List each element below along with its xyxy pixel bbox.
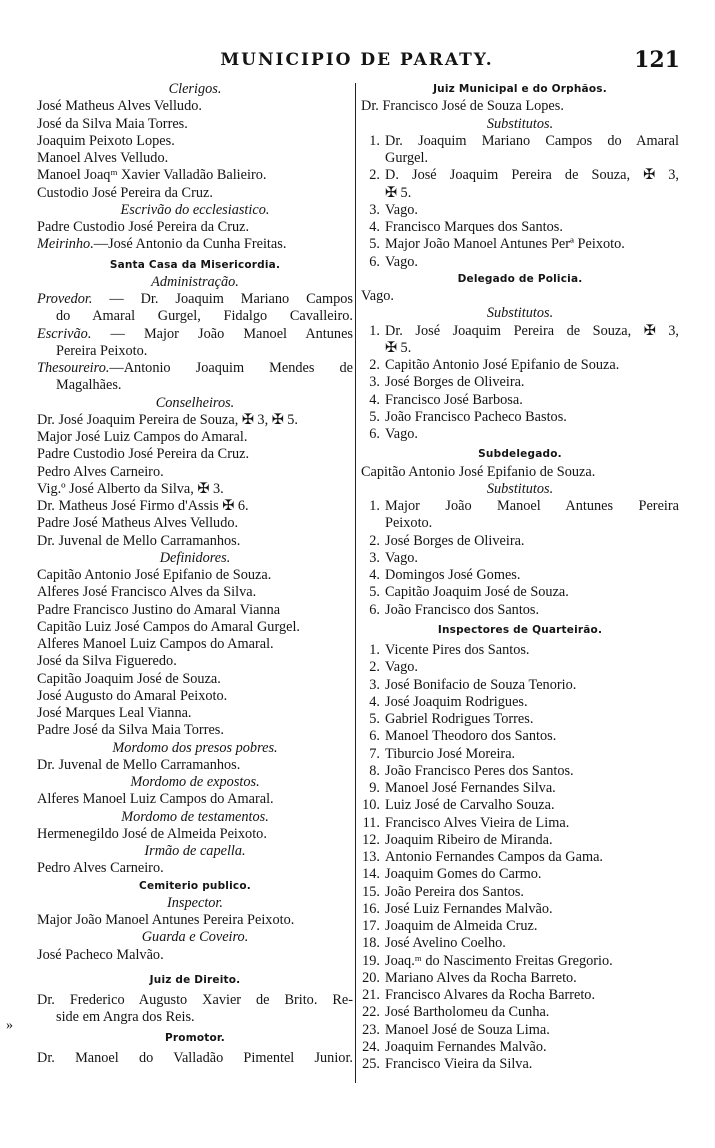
list-item: [361, 202, 679, 219]
role-label: Provedor.: [37, 291, 93, 307]
list-item: Capitão Luiz José Campos do Amaral Gurgel.: [37, 618, 300, 635]
entry-line: Vago.: [361, 288, 394, 304]
list-item: [361, 167, 679, 184]
list-item: [361, 254, 679, 271]
column-divider: [355, 83, 356, 1083]
item-number: 1.: [369, 322, 380, 339]
item-text: Manoel José Fernandes Silva.: [385, 780, 556, 796]
item-text: João Francisco dos Santos.: [385, 601, 540, 618]
item-number: 3.: [369, 676, 380, 693]
entry-line: Hermenegildo José de Almeida Peixoto.: [37, 825, 267, 842]
entry-line: José Pacheco Malvão.: [37, 946, 164, 963]
item-text: Vago.: [385, 659, 418, 676]
substitutos-list: [361, 133, 679, 271]
entry-line: [37, 236, 353, 253]
list-item: [361, 832, 679, 849]
item-number: [361, 150, 380, 167]
item-number: 20.: [362, 969, 380, 986]
entry-line: do Amaral Gurgel, Fidalgo Cavalleiro.: [56, 308, 353, 325]
item-text: José Joaquim Rodrigues.: [385, 693, 528, 710]
item-number: 4.: [369, 391, 380, 408]
item-number: [361, 340, 380, 357]
list-item: Alferes José Francisco Alves da Silva.: [37, 584, 257, 601]
list-item: [361, 133, 679, 150]
item-text: Gabriel Rodrigues Torres.: [385, 711, 534, 727]
list-item: Custodio José Pereira da Cruz.: [37, 184, 213, 201]
list-item: [361, 884, 679, 901]
item-number: 25.: [362, 1056, 380, 1072]
item-text: Francisco Alves Vieira de Lima.: [385, 814, 570, 831]
list-item: [361, 1022, 679, 1039]
list-item: [361, 970, 679, 987]
list-item: [361, 763, 679, 780]
item-text: Vago.: [385, 549, 418, 566]
entry-line: Capitão Antonio José Epifanio de Souza.: [361, 463, 596, 480]
item-text: Joaquim de Almeida Cruz.: [385, 918, 538, 934]
entry-line: Pedro Alves Carneiro.: [37, 860, 164, 877]
list-item: [361, 392, 679, 409]
entry-line: Major João Manoel Antunes Pereira Peixoto.: [37, 912, 295, 928]
entry-line: Alferes Manoel Luiz Campos do Amaral.: [37, 791, 274, 808]
section-heading: Substitutos.: [486, 480, 554, 497]
item-text: Antonio Fernandes Campos da Gama.: [385, 849, 603, 865]
definidores-list: [37, 567, 353, 740]
list-item: Joaquim Peixoto Lopes.: [37, 132, 175, 149]
entry-line: Dr. Frederico Augusto Xavier de Brito. Re-: [37, 992, 353, 1008]
list-item: Padre José da Silva Maia Torres.: [37, 722, 224, 739]
section-heading: Administração.: [151, 273, 239, 290]
item-number: 3.: [369, 374, 380, 391]
item-text: ✠ 5.: [385, 339, 412, 356]
item-text: Joaquim Fernandes Malvão.: [385, 1038, 547, 1055]
item-number: 4.: [369, 567, 380, 583]
item-number: 1.: [369, 642, 380, 658]
list-item: [361, 677, 679, 694]
item-number: 16.: [362, 900, 380, 917]
item-text: ✠ 5.: [385, 184, 412, 201]
item-text: Luiz José de Carvalho Souza.: [385, 797, 555, 814]
item-number: 3.: [369, 201, 380, 218]
running-title: MUNICIPIO DE PARATY.: [220, 50, 494, 70]
item-text: Vago.: [385, 253, 418, 270]
section-heading: Mordomo de testamentos.: [121, 808, 269, 825]
list-item: [361, 409, 679, 426]
item-number: 11.: [362, 814, 380, 831]
list-item: [361, 498, 679, 515]
entry-line: Padre Custodio José Pereira da Cruz.: [37, 219, 250, 235]
item-text: José Borges de Oliveira.: [385, 532, 525, 549]
item-text: José Luiz Fernandes Malvão.: [385, 900, 553, 917]
list-item: José da Silva Figueredo.: [37, 653, 177, 670]
item-text: Gurgel.: [385, 150, 429, 166]
section-heading: Inspectores de Quarteirão.: [437, 623, 603, 636]
item-number: 13.: [362, 849, 380, 865]
item-number: 5.: [369, 584, 380, 601]
section-heading: Subdelegado.: [478, 448, 562, 461]
item-text: Dr. Joaquim Mariano Campos do Amaral: [385, 132, 679, 149]
item-number: 5.: [369, 408, 380, 425]
item-number: 4.: [369, 219, 380, 235]
inspectores-list: [361, 642, 679, 1073]
item-number: 12.: [362, 831, 380, 848]
section-heading: Definidores.: [159, 549, 231, 566]
section-heading: Santa Casa da Misericordia.: [109, 258, 281, 271]
entry-line: Dr. Juvenal de Mello Carramanhos.: [37, 756, 241, 773]
entry-text: —José Antonio da Cunha Freitas.: [93, 236, 287, 253]
section-heading: Inspector.: [167, 894, 223, 911]
item-number: 6.: [369, 253, 380, 270]
item-number: 9.: [369, 780, 380, 796]
item-number: [361, 185, 380, 202]
list-item: [361, 1056, 679, 1073]
section-heading: Guarda e Coveiro.: [141, 929, 249, 946]
entry-text: — Major João Manoel Antunes: [91, 325, 353, 342]
item-number: [361, 515, 380, 532]
entry-text: — Dr. Joaquim Mariano Campos: [92, 291, 353, 307]
item-number: 22.: [362, 1004, 380, 1021]
conselheiros-list: [37, 412, 353, 550]
list-item: [361, 694, 679, 711]
list-item: Manoel Alves Velludo.: [37, 150, 169, 166]
item-text: José Bonifacio de Souza Tenorio.: [385, 676, 577, 693]
list-item: José Marques Leal Vianna.: [37, 705, 192, 721]
item-text: Vago.: [385, 426, 418, 442]
item-text: Francisco Vieira da Silva.: [385, 1056, 533, 1072]
item-number: 24.: [362, 1038, 380, 1055]
item-number: 2.: [369, 659, 380, 676]
list-item: [361, 584, 679, 601]
list-item: [361, 866, 679, 883]
item-text: Tiburcio José Moreira.: [385, 745, 516, 762]
entry-line: Dr. Manoel do Valladão Pimentel Junior.: [37, 1049, 353, 1066]
item-text: Vago.: [385, 201, 418, 218]
entry-line: Pereira Peixoto.: [56, 342, 148, 359]
list-item: José Matheus Alves Velludo.: [37, 98, 202, 115]
list-item: [361, 935, 679, 952]
list-item: [361, 515, 679, 532]
item-text: Capitão Antonio José Epifanio de Souza.: [385, 357, 620, 373]
list-item: [361, 728, 679, 745]
list-item: [361, 550, 679, 567]
section-heading: Substitutos.: [486, 305, 554, 322]
item-text: Joaquim Gomes do Carmo.: [385, 866, 542, 883]
list-item: José da Silva Maia Torres.: [37, 115, 188, 132]
list-item: [361, 1039, 679, 1056]
section-heading: Mordomo dos presos pobres.: [112, 739, 278, 756]
item-number: 1.: [369, 498, 380, 514]
item-text: Domingos José Gomes.: [385, 567, 521, 583]
list-item: [361, 780, 679, 797]
entry-line: Dr. Francisco José de Souza Lopes.: [361, 98, 564, 115]
item-number: 23.: [362, 1021, 380, 1038]
item-number: 3.: [369, 549, 380, 566]
list-item: Padre Custodio José Pereira da Cruz.: [37, 446, 250, 463]
item-number: 6.: [369, 728, 380, 745]
item-text: Joaquim Ribeiro de Miranda.: [385, 831, 553, 848]
item-text: José Bartholomeu da Cunha.: [385, 1004, 550, 1021]
item-number: 5.: [369, 236, 380, 253]
list-item: Dr. José Joaquim Pereira de Souza, ✠ 3, ✠ 5.: [37, 411, 299, 428]
list-item: [361, 185, 679, 202]
list-item: Pedro Alves Carneiro.: [37, 463, 164, 480]
section-heading: Promotor.: [165, 1031, 225, 1044]
item-text: João Francisco Pacheco Bastos.: [385, 408, 567, 425]
item-number: 7.: [369, 745, 380, 762]
page-number: 121: [634, 47, 680, 73]
list-item: Capitão Joaquim José de Souza.: [37, 670, 221, 687]
list-item: [361, 815, 679, 832]
item-number: 8.: [369, 762, 380, 779]
list-item: [361, 150, 679, 167]
substitutos-list: [361, 498, 679, 619]
list-item: [361, 711, 679, 728]
item-number: 15.: [362, 883, 380, 900]
section-heading: Cemiterio publico.: [139, 879, 251, 892]
item-text: Manoel José de Souza Lima.: [385, 1021, 550, 1038]
item-text: Capitão Joaquim José de Souza.: [385, 584, 569, 601]
section-heading: Clerigos.: [168, 81, 222, 97]
item-number: 19.: [362, 952, 380, 969]
entry-line: [37, 291, 353, 308]
item-text: Francisco Marques dos Santos.: [385, 219, 563, 235]
list-item: [361, 987, 679, 1004]
list-item: [361, 236, 679, 253]
item-number: 14.: [362, 866, 380, 883]
item-text: Mariano Alves da Rocha Barreto.: [385, 969, 577, 986]
page-header: [34, 47, 680, 78]
item-text: José Borges de Oliveira.: [385, 374, 525, 391]
list-item: José Augusto do Amaral Peixoto.: [37, 687, 228, 704]
item-number: 6.: [369, 601, 380, 618]
list-item: [361, 746, 679, 763]
role-label: Thesoureiro.: [37, 360, 110, 376]
section-heading: Mordomo de expostos.: [130, 774, 260, 790]
list-item: [361, 567, 679, 584]
item-text: João Pereira dos Santos.: [385, 883, 524, 900]
list-item: [361, 426, 679, 443]
list-item: Padre Francisco Justino do Amaral Vianna: [37, 601, 281, 618]
section-heading: Irmão de capella.: [144, 843, 246, 859]
item-text: Joaq.ᵐ do Nascimento Freitas Gregorio.: [385, 952, 613, 969]
entry-line: side em Angra dos Reis.: [56, 1009, 195, 1026]
section-heading: Conselheiros.: [155, 394, 235, 411]
margin-mark: »: [6, 1018, 13, 1033]
item-text: José Avelino Coelho.: [385, 935, 506, 952]
item-text: Manoel Theodoro dos Santos.: [385, 728, 557, 745]
list-item: [361, 901, 679, 918]
item-number: 1.: [369, 132, 380, 149]
role-label: Escrivão.: [37, 325, 92, 342]
list-item: Capitão Antonio José Epifanio de Souza.: [37, 567, 272, 583]
list-item: [361, 602, 679, 619]
item-number: 21.: [362, 987, 380, 1003]
section-heading: Escrivão do ecclesiastico.: [120, 201, 270, 218]
item-number: 2.: [369, 532, 380, 549]
item-text: Francisco José Barbosa.: [385, 391, 523, 408]
item-number: 2.: [369, 357, 380, 373]
list-item: [361, 659, 679, 676]
right-column: [361, 81, 679, 1073]
list-item: [361, 533, 679, 550]
item-text: João Francisco Peres dos Santos.: [385, 762, 574, 779]
section-heading: Juiz de Direito.: [149, 973, 241, 986]
list-item: [361, 918, 679, 935]
clerigos-list: [37, 98, 353, 202]
list-item: Major José Luiz Campos do Amaral.: [37, 429, 248, 445]
item-text: Peixoto.: [385, 515, 433, 532]
item-text: Major João Manoel Antunes Perª Peixoto.: [385, 236, 625, 253]
item-number: 10.: [362, 797, 380, 814]
list-item: [361, 642, 679, 659]
list-item: [361, 797, 679, 814]
section-heading: Delegado de Policia.: [457, 272, 583, 285]
item-number: 6.: [369, 426, 380, 442]
item-text: Vicente Pires dos Santos.: [385, 642, 530, 658]
list-item: Vig.º José Alberto da Silva, ✠ 3.: [37, 480, 224, 497]
section-heading: Juiz Municipal e do Orphãos.: [433, 83, 607, 95]
item-number: 5.: [369, 711, 380, 727]
item-text: D. José Joaquim Pereira de Souza, ✠ 3,: [385, 167, 679, 184]
list-item: Alferes Manoel Luiz Campos do Amaral.: [37, 636, 274, 652]
list-item: [361, 849, 679, 866]
section-heading: Substitutos.: [486, 115, 554, 132]
item-text: Major João Manoel Antunes Pereira: [385, 498, 679, 514]
item-number: 18.: [362, 935, 380, 952]
list-item: [361, 219, 679, 236]
list-item: [361, 340, 679, 357]
entry-line: [37, 360, 353, 377]
item-text: Francisco Alvares da Rocha Barreto.: [385, 987, 596, 1003]
list-item: Dr. Juvenal de Mello Carramanhos.: [37, 532, 241, 549]
entry-line: Magalhães.: [56, 377, 122, 394]
substitutos-list: [361, 323, 679, 444]
item-number: 17.: [362, 918, 380, 934]
list-item: Dr. Matheus José Firmo d'Assis ✠ 6.: [37, 498, 249, 514]
list-item: [361, 953, 679, 970]
item-number: 4.: [369, 693, 380, 710]
list-item: [361, 357, 679, 374]
list-item: [361, 1004, 679, 1021]
list-item: Manoel Joaqᵐ Xavier Valladão Balieiro.: [37, 167, 267, 184]
entry-line: [37, 326, 353, 343]
entry-text: —Antonio Joaquim Mendes de: [109, 360, 353, 376]
item-text: Dr. José Joaquim Pereira de Souza, ✠ 3,: [385, 322, 679, 339]
role-label: Meirinho.: [37, 236, 94, 253]
list-item: [361, 323, 679, 340]
left-column: [37, 81, 353, 1067]
list-item: [361, 374, 679, 391]
item-number: 2.: [369, 167, 380, 184]
list-item: Padre José Matheus Alves Velludo.: [37, 515, 239, 532]
